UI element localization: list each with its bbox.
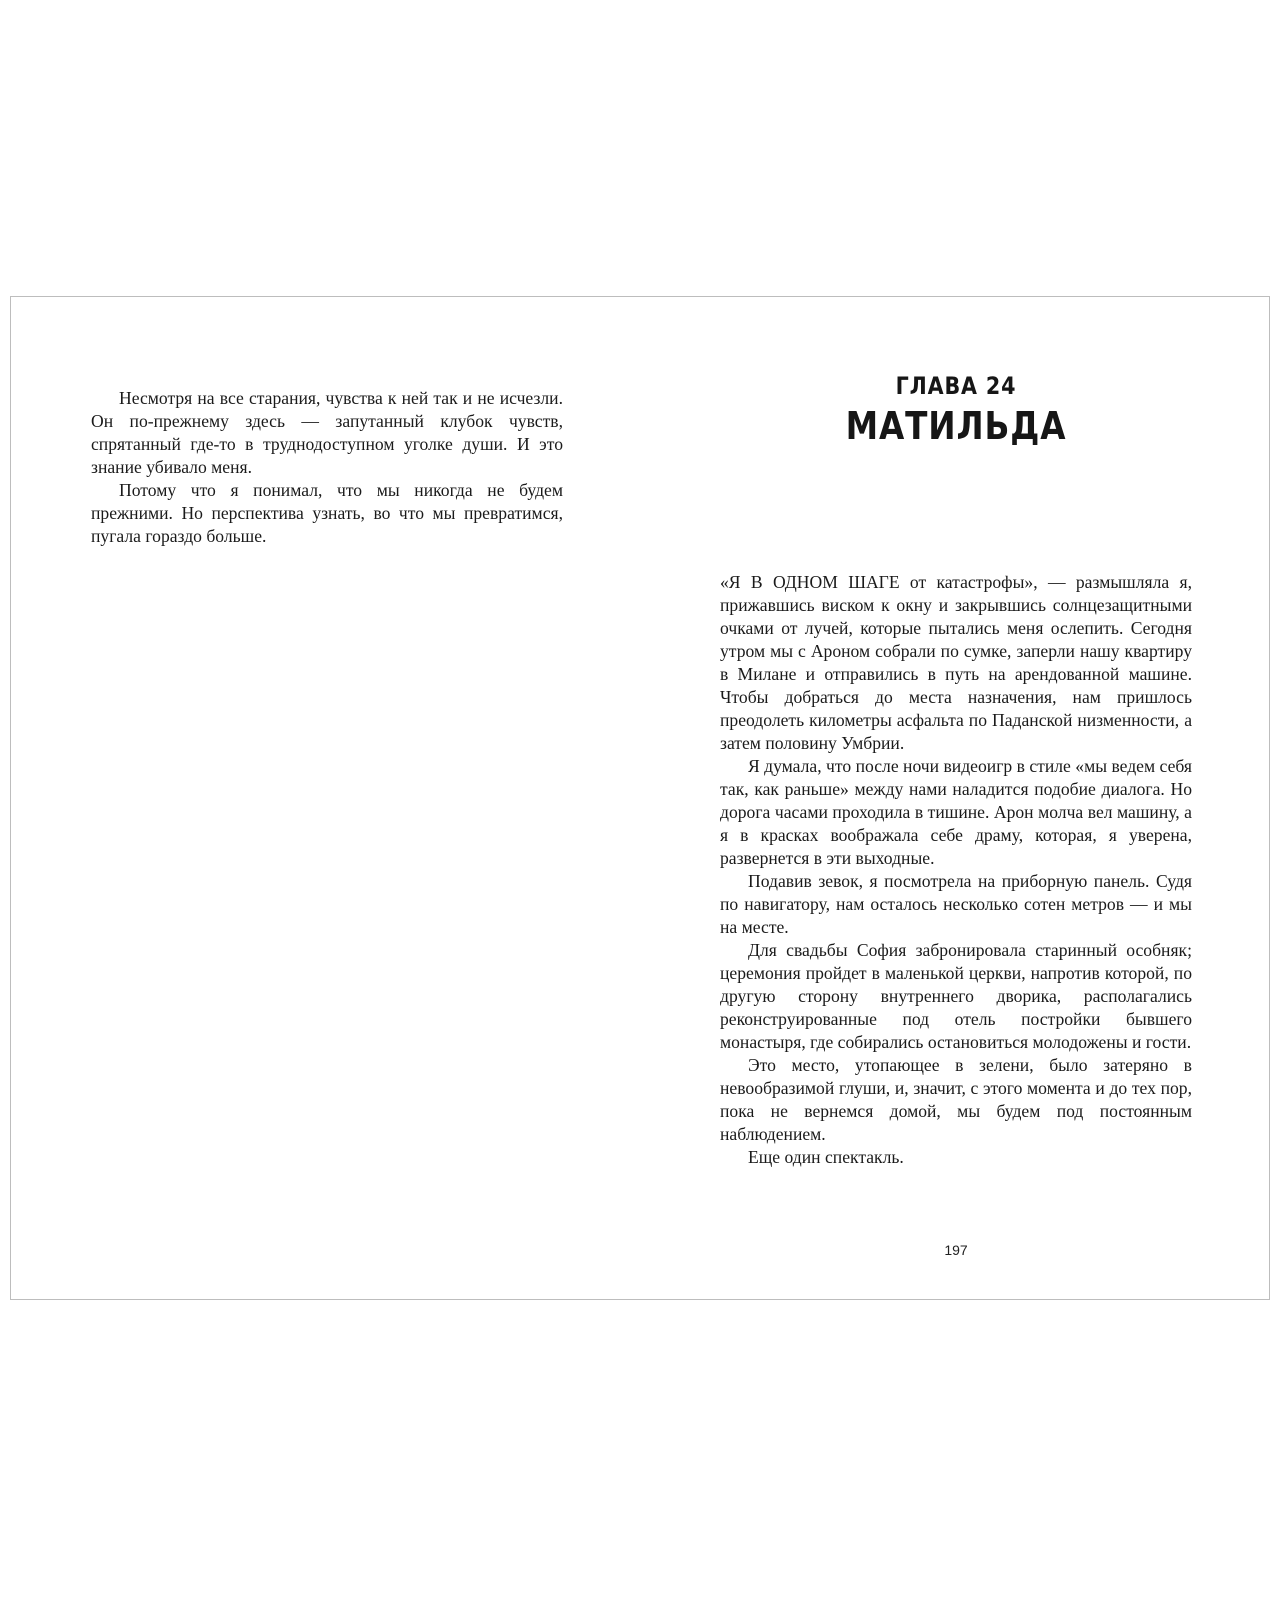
paragraph: Еще один спектакль. [748, 1147, 904, 1167]
chapter-number: ГЛАВА 24 [895, 372, 1017, 400]
right-page-text [720, 571, 1192, 1169]
paragraph: Я думала, что после ночи видеоигр в стиле «мы ведем себя так, как раньше» между нами наладится подобие диалога. Но дорога часами проходила в тишине. Арон молча вел машину, а я в красках воображала себе драму, которая, я уверена, развернется в эти выходные. [720, 756, 1192, 868]
paragraph: Подавив зевок, я посмотрела на приборную панель. Судя по навигатору, нам осталось несколько сотен метров — и мы на месте. [720, 871, 1192, 937]
left-page-text [91, 387, 563, 548]
paragraph: «Я В ОДНОМ ШАГЕ от катастрофы», — размышляла я, прижавшись виском к окну и закрывшись солнцезащитными очками от лучей, которые пытались меня ослепить. Сегодня утром мы с Ароном собрали по сумке, заперли нашу квартиру в Милане и отправились в путь на арендованной машине. Чтобы добраться до места назначения, нам пришлось преодолеть километры асфальта по Паданской низменности, а затем половину Умбрии. [720, 572, 1192, 753]
book-spread [10, 296, 1270, 1300]
paragraph: Это место, утопающее в зелени, было затеряно в невообразимой глуши, и, значит, с этого момента и до тех пор, пока не вернемся домой, мы будем под постоянным наблюдением. [720, 1055, 1192, 1144]
right-page [641, 297, 1271, 1299]
chapter-title: МАТИЛЬДА [845, 404, 1067, 448]
paragraph: Несмотря на все старания, чувства к ней так и не исчезли. Он по-прежнему здесь — запутанный клубок чувств, спрятанный где-то в труднодоступном уголке души. И это знание убивало меня. [91, 388, 563, 477]
paragraph: Потому что я понимал, что мы никогда не будем прежними. Но перспектива узнать, во что мы превратимся, пугала гораздо больше. [91, 480, 563, 546]
left-page [11, 297, 641, 1299]
paragraph: Для свадьбы София забронировала старинный особняк; церемония пройдет в маленькой церкви, напротив которой, по другую сторону внутреннего дворика, располагались реконструированные под отель постройки бывшего монастыря, где собирались остановиться молодожены и гости. [720, 940, 1192, 1052]
page-number: 197 [944, 1242, 968, 1258]
chapter-heading [720, 369, 1192, 449]
